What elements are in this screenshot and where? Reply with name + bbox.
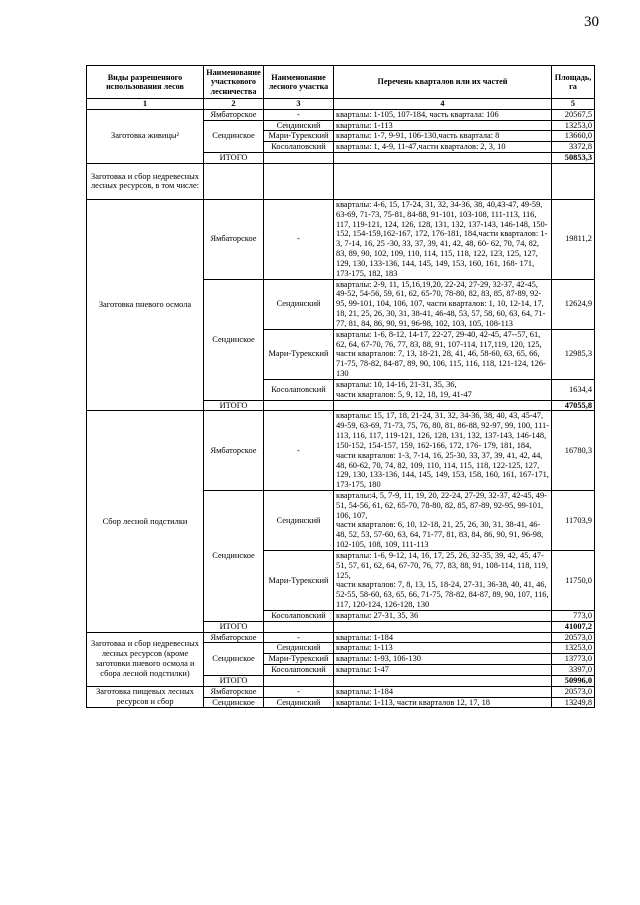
page-number: 30 xyxy=(584,14,599,30)
section-title-row xyxy=(87,163,595,199)
area-cell: 1634,4 xyxy=(552,379,595,400)
plot-cell: - xyxy=(264,686,334,697)
plot-cell: Косолаповский xyxy=(264,665,334,676)
forestry-cell: Ямбаторское xyxy=(204,686,264,697)
quarters-cell: кварталы: 1-6, 8-12, 14-17, 22-27, 29-40, 42-45, 47--57, 61, 62, 64, 67-70, 76, 77, 83, 88, 91, 107-114, 117,119, 120, 125, части кварталов: 7, 13, 18-21, 28, 41, 46, 58-60, 63, 65, 66, 71-75, 78-82, 84-87, 89, 90, 106, 115, 116, 118, 121-124, 126-130 xyxy=(334,329,552,379)
plot-cell: Мари-Турекский xyxy=(264,550,334,610)
quarters-cell: кварталы: 27-31, 35, 36 xyxy=(334,610,552,621)
quarters-cell: кварталы: 1-113, части кварталов 12, 17, 18 xyxy=(334,697,552,708)
col-number: 1 xyxy=(87,99,204,110)
area-cell: 3372,8 xyxy=(552,142,595,153)
area-cell: 16780,3 xyxy=(552,411,595,491)
forestry-cell: Сендинское xyxy=(204,279,264,400)
use-type-cell: Заготовка пищевых лесных ресурсов и сбор xyxy=(87,686,204,708)
plot-cell: Сендинский xyxy=(264,490,334,550)
col-number: 4 xyxy=(334,99,552,110)
use-type-cell: Заготовка и сбор недревесных лесных ресурсов (кроме заготовки пневого осмола и сбора лесной подстилки) xyxy=(87,632,204,686)
forest-use-table xyxy=(86,65,595,708)
plot-cell: Мари-Турекский xyxy=(264,131,334,142)
table-row xyxy=(87,686,595,697)
forestry-cell: Сендинское xyxy=(204,643,264,675)
plot-cell: Мари-Турекский xyxy=(264,654,334,665)
plot-cell: Сендинский xyxy=(264,643,334,654)
area-cell: 11750,0 xyxy=(552,550,595,610)
quarters-cell: кварталы: 15, 17, 18, 21-24, 31, 32, 34-36, 38, 40, 43, 45-47, 49-59, 63-69, 71-73, 75, 76, 80, 81, 86-88, 92-97, 99, 100, 111-113, 116, 117, 119-121, 126, 128, 131, 132, 137-143, 146-148, 150-152, 154-157, 159, 162-166, 172, 176- 179, 181, 184, части кварталов: 1-3, 7-14, 16, 25-30, 33, 37, 39, 41, 42, 44, 48, 60-62, 70, 74, 82, 109, 110, 114, 115, 118, 122-125, 127, 129, 130, 133-136, 144, 145, 149, 153, 158, 160, 161, 167-171, 173-175, 180 xyxy=(334,411,552,491)
plot-cell: Сендинский xyxy=(264,697,334,708)
plot-cell: Косолаповский xyxy=(264,379,334,400)
area-cell: 12985,3 xyxy=(552,329,595,379)
plot-cell: Сендинский xyxy=(264,279,334,329)
forestry-cell: Ямбаторское xyxy=(204,199,264,279)
total-value: 47055,8 xyxy=(552,400,595,411)
area-cell: 19811,2 xyxy=(552,199,595,279)
area-cell: 13249,8 xyxy=(552,697,595,708)
use-type-cell: Заготовка живицы² xyxy=(87,109,204,163)
total-label: ИТОГО xyxy=(204,621,264,632)
table-row xyxy=(87,411,595,491)
quarters-cell: кварталы: 1-6, 9-12, 14, 16, 17, 25, 26, 32-35, 39, 42, 45, 47-51, 57, 61, 62, 64, 67-70, 76, 77, 83, 88, 91, 108-114, 118, 119, 125, части кварталов: 7, 8, 13, 15, 18-24, 27-31, 36-38, 40, 41, 46, 52-55, 58-60, 63, 65, 66, 71-75, 78-82, 84-87, 89, 90, 107, 116, 117, 120-124, 126-128, 130 xyxy=(334,550,552,610)
header-forestry: Наименование участкового лесничества xyxy=(204,66,264,99)
plot-cell: - xyxy=(264,109,334,120)
forestry-cell: Сендинское xyxy=(204,490,264,621)
area-cell: 13253,0 xyxy=(552,120,595,131)
area-cell: 20573,0 xyxy=(552,686,595,697)
total-label: ИТОГО xyxy=(204,153,264,164)
area-cell: 773,0 xyxy=(552,610,595,621)
quarters-cell: кварталы: 1, 4-9, 11-47,части кварталов: 2, 3, 10 xyxy=(334,142,552,153)
quarters-cell: кварталы: 1-105, 107-184, часть квартала: 106 xyxy=(334,109,552,120)
quarters-cell: кварталы: 1-47 xyxy=(334,665,552,676)
plot-cell: Мари-Турекский xyxy=(264,329,334,379)
area-cell: 11703,9 xyxy=(552,490,595,550)
area-cell: 12624,9 xyxy=(552,279,595,329)
header-quarters: Перечень кварталов или их частей xyxy=(334,66,552,99)
total-label: ИТОГО xyxy=(204,675,264,686)
quarters-cell: кварталы: 1-7, 9-91, 106-130,часть квартала: 8 xyxy=(334,131,552,142)
area-cell: 20573,0 xyxy=(552,632,595,643)
header-use-type: Виды разрешенного использования лесов xyxy=(87,66,204,99)
forestry-cell: Ямбаторское xyxy=(204,411,264,491)
plot-cell: Сендинский xyxy=(264,120,334,131)
area-cell: 20567,5 xyxy=(552,109,595,120)
column-numbers-row xyxy=(87,99,595,110)
plot-cell: - xyxy=(264,632,334,643)
area-cell: 13773,0 xyxy=(552,654,595,665)
area-cell: 13253,0 xyxy=(552,643,595,654)
forestry-cell: Ямбаторское xyxy=(204,109,264,120)
table-row xyxy=(87,109,595,120)
use-type-cell: Сбор лесной подстилки xyxy=(87,411,204,632)
plot-cell: Косолаповский xyxy=(264,142,334,153)
col-number: 2 xyxy=(204,99,264,110)
total-value: 50853,3 xyxy=(552,153,595,164)
quarters-cell: кварталы: 1-113 xyxy=(334,120,552,131)
forestry-cell: Ямбаторское xyxy=(204,632,264,643)
total-value: 41007,2 xyxy=(552,621,595,632)
plot-cell: Косолаповский xyxy=(264,610,334,621)
area-cell: 13660,0 xyxy=(552,131,595,142)
plot-cell: - xyxy=(264,199,334,279)
table-row xyxy=(87,632,595,643)
quarters-cell: кварталы: 2-9, 11, 15,16,19,20, 22-24, 27-29, 32-37, 42-45, 49-52, 54-56, 59, 61, 62, 65-70, 78-80, 82, 83, 85, 87-89, 92-95, 99-101, 104, 106, 107, части кварталов: 1, 10, 12-14, 17, 18, 21, 25, 26, 30, 31, 38-41, 46-48, 53, 57, 58, 60, 63, 64, 71-77, 81, 84, 86, 90, 91, 96-98, 102, 103, 105, 108-113 xyxy=(334,279,552,329)
quarters-cell: кварталы:4, 5, 7-9, 11, 19, 20, 22-24, 27-29, 32-37, 42-45, 49-51, 54-56, 61, 62, 65-70, 78-80, 82, 85, 87-89, 92-95, 99-101, 106, 107, части кварталов: 6, 10, 12-18, 21, 25, 26, 30, 31, 38-41, 46-48, 52, 53, 57-60, 63, 64, 71-77, 81, 83, 84, 86, 90, 91, 96-98, 102-105, 108, 109, 111-113 xyxy=(334,490,552,550)
quarters-cell: кварталы: 1-184 xyxy=(334,686,552,697)
forestry-cell: Сендинское xyxy=(204,120,264,152)
header-plot: Наименование лесного участка xyxy=(264,66,334,99)
table-header-row xyxy=(87,66,595,99)
quarters-cell: кварталы: 4-6, 15, 17-24, 31, 32, 34-36, 38, 40,43-47, 49-59, 63-69, 71-73, 75-81, 84-88, 91-101, 103-108, 111-113, 116, 117, 119-121, 124, 126, 128, 131, 132, 137-143, 146-148, 150-152, 154-159,162-167, 172, 176-181, 184,части кварталов: 1-3, 7-14, 16, 25 -30, 33, 37, 39, 41, 42, 48, 60- 62, 70, 74, 82, 83, 89, 90, 102, 109, 110, 114, 115, 118, 122, 123, 125, 127, 129, 130, 133-136, 144, 145, 149, 153, 160, 161, 168- 171, 173-175, 182, 183 xyxy=(334,199,552,279)
forestry-cell: Сендинское xyxy=(204,697,264,708)
quarters-cell: кварталы: 1-93, 106-130 xyxy=(334,654,552,665)
table-row xyxy=(87,199,595,279)
plot-cell: - xyxy=(264,411,334,491)
section-title: Заготовка и сбор недревесных лесных ресурсов, в том числе: xyxy=(87,163,204,199)
use-type-cell: Заготовка пневого осмола xyxy=(87,199,204,410)
quarters-cell: кварталы: 1-113 xyxy=(334,643,552,654)
col-number: 3 xyxy=(264,99,334,110)
header-area: Площадь, га xyxy=(552,66,595,99)
area-cell: 3397,0 xyxy=(552,665,595,676)
quarters-cell: кварталы: 10, 14-16, 21-31, 35, 36, части кварталов: 5, 9, 12, 18, 19, 41-47 xyxy=(334,379,552,400)
total-label: ИТОГО xyxy=(204,400,264,411)
total-value: 50996,0 xyxy=(552,675,595,686)
col-number: 5 xyxy=(552,99,595,110)
quarters-cell: кварталы: 1-184 xyxy=(334,632,552,643)
